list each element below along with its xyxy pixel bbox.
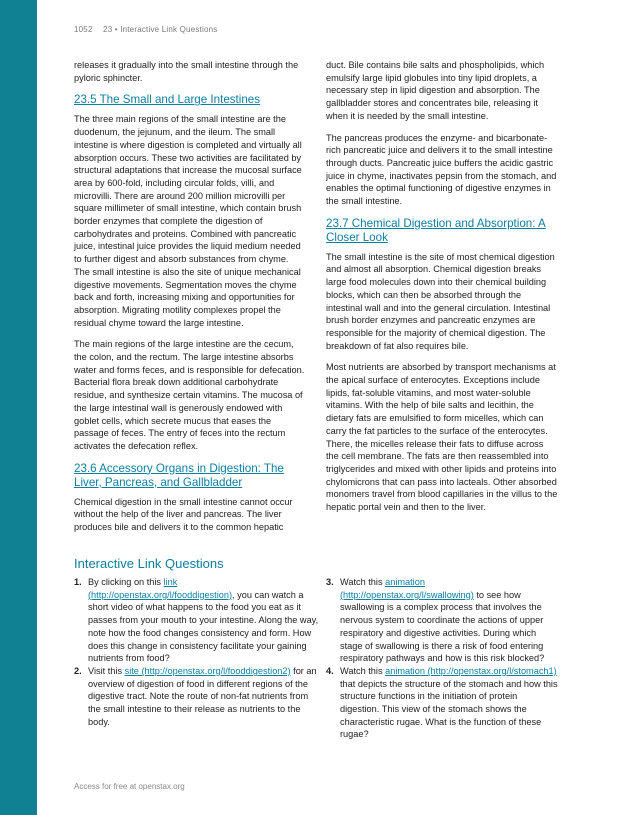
question-number: 1.: [74, 577, 82, 587]
section-23-5-paragraph-1: The three main regions of the small intestine are the duodenum, the jejunum, and the ileum. The small intestine is where digestion is completed and virtually all absorption occurs. These two activities are facilitated by structural adaptations that increase the mucosal surface area by 600-fold, including circular folds, villi, and microvilli. There are around 200 million microvilli per square millimeter of small intestine, which contain brush border enzymes that complete the digestion of carbohydrates and proteins. Combined with pancreatic juice, intestinal juice provides the liquid medium needed to further digest and absorb substances from chyme. The small intestine is also the site of unique mechanical digestive movements. Segmentation moves the chyme back and forth, increasing mixing and opportunities for absorption. Migrating motility complexes propel the residual chyme toward the large intestine.: [74, 114, 302, 328]
page-footer[interactable]: Access for free at openstax.org: [74, 782, 185, 791]
question-number: 4.: [326, 665, 334, 676]
page-number: 1052: [74, 25, 93, 34]
question-text: [88, 665, 320, 729]
question-3: [326, 576, 558, 665]
left-column: [74, 59, 306, 543]
question-text-post: for an overview of digestion of food in different regions of the digestive tract. Note the route of non-fat nutrients from the small intestine to their release as nutrients to the body.: [88, 665, 317, 727]
interactive-link-questions-title: Interactive Link Questions: [74, 556, 224, 571]
right-column: [326, 59, 558, 523]
pancreas-paragraph: The pancreas produces the enzyme- and bicarbonate-rich pancreatic juice and delivers it to the small intestine through ducts. Pancreatic juice buffers the acidic gastric juice in chyme, inactivates pepsin from the stomach, and enables the optimal functioning of digestive enzymes in the small intestine.: [326, 132, 557, 207]
question-4: [326, 665, 558, 741]
question-text: [88, 576, 320, 665]
question-text-pre: By clicking on this: [88, 577, 164, 587]
swallowing-link[interactable]: animation (http://openstax.org/l/swallowing): [340, 577, 474, 600]
section-23-6-heading[interactable]: 23.6 Accessory Organs in Digestion: The Liver, Pancreas, and Gallbladder: [74, 461, 284, 489]
section-23-5-heading[interactable]: 23.5 The Small and Large Intestines: [74, 93, 261, 107]
question-text-pre: Watch this: [340, 665, 386, 676]
question-1: [74, 576, 320, 665]
page-header: [74, 25, 225, 34]
chapter-label: 23 • Interactive Link Questions: [103, 25, 218, 34]
fooddigestion-link[interactable]: link (http://openstax.org/l/fooddigestion): [88, 577, 233, 600]
section-23-7-paragraph-1: The small intestine is the site of most chemical digestion and almost all absorption. Chemical digestion breaks large food molecules down into their chemical building blocks, which can then be absorbed through the intestinal wall and into the general circulation. Intestinal brush border enzymes and pancreatic enzymes are responsible for the majority of chemical digestion. The breakdown of fat also requires bile.: [326, 251, 555, 351]
section-23-5-paragraph-2: The main regions of the large intestine are the cecum, the colon, and the rectum. The large intestine absorbs water and forms feces, and is responsible for defecation. Bacterial flora break down additional carbohydrate residue, and synthesize certain vitamins. The mucosa of the large intestinal wall is generously endowed with goblet cells, which secrete mucus that eases the passage of feces. The entry of feces into the rectum activates the defecation reflex.: [74, 339, 305, 451]
fooddigestion2-link[interactable]: site (http://openstax.org/l/fooddigestion2): [124, 665, 291, 676]
question-text: [340, 665, 558, 741]
bile-paragraph: duct. Bile contains bile salts and phospholipids, which emulsify large lipid globules into tiny lipid droplets, a necessary step in lipid digestion and absorption. The gallbladder stores and concentrates bile, releasing it when it is needed by the small intestine.: [326, 60, 545, 121]
question-text-pre: Watch this: [340, 577, 386, 587]
question-number: 2.: [74, 665, 82, 676]
intro-paragraph: releases it gradually into the small intestine through the pyloric sphincter.: [74, 60, 299, 83]
section-23-7-paragraph-2: Most nutrients are absorbed by transport mechanisms at the apical surface of enterocytes. Exceptions include lipids, fat-soluble vitamins, and most water-soluble vitamins. With the help of bile salts and lecithin, the dietary fats are emulsified to form micelles, which can carry the fat particles to the surface of the enterocytes. There, the micelles release their fats to diffuse across the cell membrane. The fats are then reassembled into triglycerides and mixed with other lipids and proteins into chylomicrons that can pass into lacteals. Other absorbed monomers travel from blood capillaries in the villus to the hepatic portal vein and then to the liver.: [326, 362, 558, 513]
question-number: 3.: [326, 577, 334, 587]
section-23-6-paragraph-1: Chemical digestion in the small intestine cannot occur without the help of the liver and pancreas. The liver produces bile and delivers it to the common hepatic: [74, 496, 293, 533]
question-text-post: to see how swallowing is a complex process that involves the nervous system to coordinate the actions of upper respiratory and digestive activities. During which stage of swallowing is there a risk of food entering respiratory pathways and how is this risk blocked?: [340, 589, 545, 664]
question-text: [340, 576, 558, 665]
question-text-post: that depicts the structure of the stomach and how this structure functions in the initiation of protein digestion. This view of the stomach shows the characteristic rugae. What is the function of these rugae?: [340, 678, 558, 740]
side-color-bar: [0, 0, 37, 815]
question-text-post: , you can watch a short video of what happens to the food you eat as it passes from your mouth to your intestine. Along the way, note how the food changes consistency and form. How does this change in consistency facilitate your gaining nutrients from food?: [88, 589, 319, 664]
questions-right-column: [326, 576, 558, 741]
question-text-pre: Visit this: [88, 665, 125, 676]
section-23-7-heading[interactable]: 23.7 Chemical Digestion and Absorption: A Closer Look: [326, 216, 546, 244]
question-2: [74, 665, 320, 729]
stomach1-link[interactable]: animation (http://openstax.org/l/stomach1): [385, 665, 557, 676]
questions-left-column: [74, 576, 320, 728]
